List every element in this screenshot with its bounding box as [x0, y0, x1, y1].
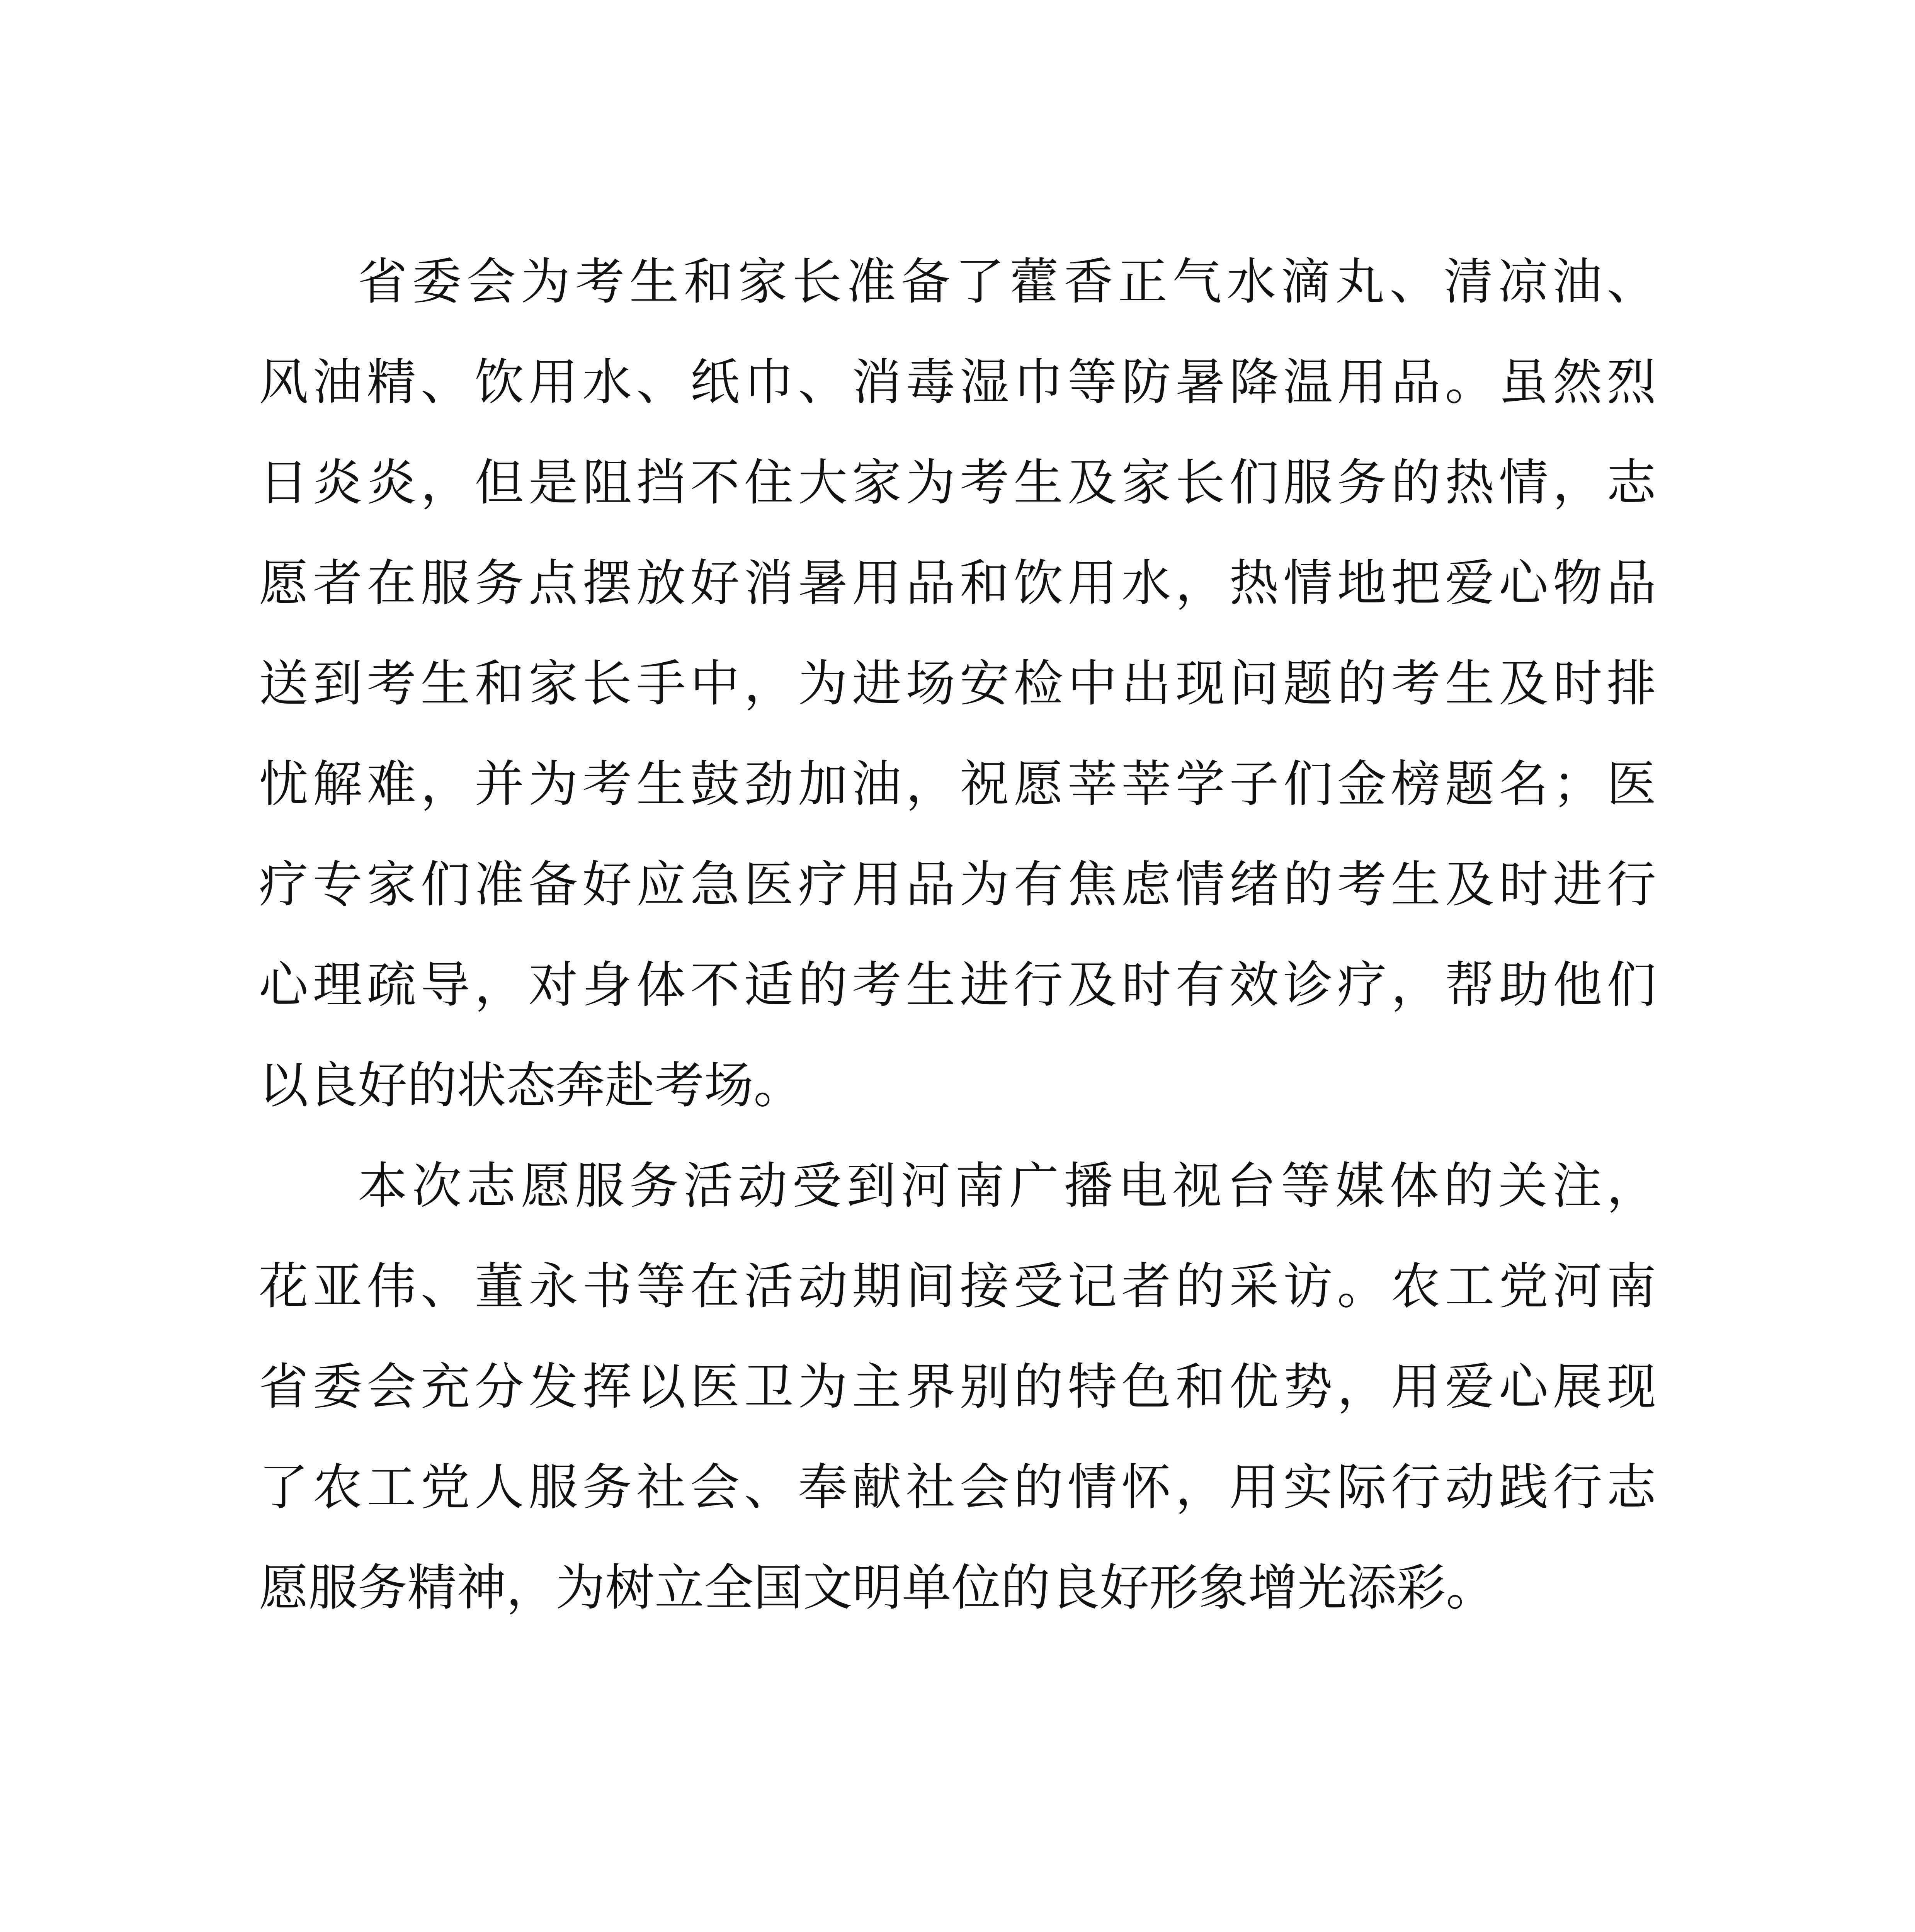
text-line: 花亚伟、董永书等在活动期间接受记者的采访。农工党河南 [259, 1258, 1656, 1315]
text-line: 本次志愿服务活动受到河南广播电视台等媒体的关注， [358, 1157, 1656, 1215]
text-line: 了农工党人服务社会、奉献社会的情怀，用实际行动践行志 [259, 1459, 1656, 1516]
paragraph-2 [259, 1136, 1656, 1638]
text-line: 愿服务精神，为树立全国文明单位的良好形象增光添彩。 [259, 1559, 1496, 1617]
text-line: 风油精、饮用水、纸巾、消毒湿巾等防暑降温用品。虽然烈 [259, 354, 1656, 411]
text-line: 以良好的状态奔赴考场。 [259, 1057, 803, 1114]
text-line: 愿者在服务点摆放好消暑用品和饮用水，热情地把爱心物品 [259, 554, 1656, 612]
paragraph-1 [259, 232, 1656, 1136]
text-line: 送到考生和家长手中，为进场安检中出现问题的考生及时排 [259, 655, 1656, 713]
text-line: 疗专家们准备好应急医疗用品为有焦虑情绪的考生及时进行 [259, 856, 1656, 913]
body-text [259, 232, 1656, 1638]
text-line: 心理疏导，对身体不适的考生进行及时有效诊疗，帮助他们 [259, 956, 1656, 1014]
text-line: 日炎炎，但是阻挡不住大家为考生及家长们服务的热情，志 [259, 454, 1656, 512]
text-line: 省委会为考生和家长准备了藿香正气水滴丸、清凉油、 [358, 253, 1656, 311]
text-line: 忧解难，并为考生鼓劲加油，祝愿莘莘学子们金榜题名；医 [259, 755, 1656, 813]
text-line: 省委会充分发挥以医卫为主界别的特色和优势，用爱心展现 [259, 1358, 1656, 1416]
